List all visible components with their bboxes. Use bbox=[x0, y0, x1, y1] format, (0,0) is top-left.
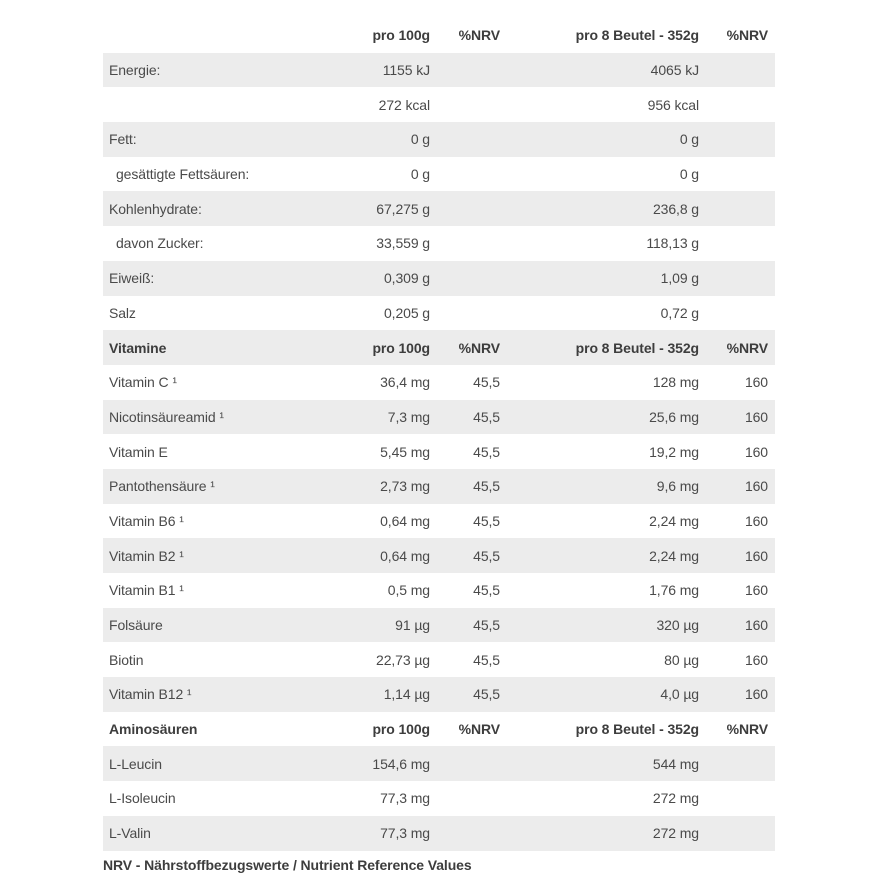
row-label: L-Valin bbox=[109, 825, 151, 842]
value-per-serving: 0,72 g bbox=[660, 304, 699, 321]
row-label: Fett: bbox=[109, 131, 137, 148]
value-per-100g: 67,275 g bbox=[376, 200, 430, 217]
value-nrv-per-100g: 45,5 bbox=[473, 512, 500, 529]
value-nrv-per-100g: %NRV bbox=[458, 27, 500, 44]
row-label: Vitamin B6 ¹ bbox=[109, 512, 184, 529]
value-nrv-per-serving: 160 bbox=[744, 478, 768, 495]
nrv-footnote: NRV - Nährstoffbezugswerte / Nutrient Reference Values bbox=[103, 856, 472, 873]
table-row bbox=[103, 469, 775, 504]
table-row bbox=[103, 87, 775, 122]
column-header-row bbox=[103, 18, 775, 53]
row-label: Vitamin C ¹ bbox=[109, 374, 177, 391]
row-label: gesättigte Fettsäuren: bbox=[116, 166, 250, 183]
value-nrv-per-serving: 160 bbox=[744, 408, 768, 425]
value-per-100g: 22,73 µg bbox=[376, 651, 430, 668]
value-nrv-per-serving: 160 bbox=[744, 686, 768, 703]
value-per-serving: 19,2 mg bbox=[649, 443, 699, 460]
table-row bbox=[103, 642, 775, 677]
value-per-100g: 91 µg bbox=[395, 617, 430, 634]
value-per-100g: 5,45 mg bbox=[380, 443, 430, 460]
row-label: Salz bbox=[109, 304, 136, 321]
value-per-100g: 272 kcal bbox=[378, 96, 430, 113]
table-row bbox=[103, 434, 775, 469]
value-per-100g: 1155 kJ bbox=[382, 62, 430, 79]
row-label: Nicotinsäureamid ¹ bbox=[109, 408, 224, 425]
value-nrv-per-serving: %NRV bbox=[726, 721, 768, 738]
value-nrv-per-100g: 45,5 bbox=[473, 617, 500, 634]
value-per-serving: 128 mg bbox=[652, 374, 699, 391]
nutrition-table bbox=[103, 18, 775, 851]
table-row bbox=[103, 261, 775, 296]
value-per-100g: 77,3 mg bbox=[380, 825, 430, 842]
value-per-serving: 80 µg bbox=[664, 651, 699, 668]
value-per-serving: 236,8 g bbox=[652, 200, 699, 217]
value-per-serving: pro 8 Beutel - 352g bbox=[575, 339, 699, 356]
row-label: Vitamin B2 ¹ bbox=[109, 547, 184, 564]
value-per-100g: pro 100g bbox=[372, 721, 430, 738]
value-nrv-per-serving: 160 bbox=[744, 512, 768, 529]
table-row bbox=[103, 53, 775, 88]
row-label: L-Isoleucin bbox=[109, 790, 176, 807]
table-row bbox=[103, 400, 775, 435]
value-per-serving: 956 kcal bbox=[647, 96, 699, 113]
table-row bbox=[103, 122, 775, 157]
value-per-100g: 77,3 mg bbox=[380, 790, 430, 807]
row-label: Aminosäuren bbox=[109, 721, 198, 738]
table-row bbox=[103, 296, 775, 331]
value-per-100g: 33,559 g bbox=[376, 235, 430, 252]
table-row bbox=[103, 504, 775, 539]
value-per-100g: pro 100g bbox=[372, 27, 430, 44]
value-nrv-per-serving: 160 bbox=[744, 443, 768, 460]
table-row bbox=[103, 573, 775, 608]
value-per-serving: 1,76 mg bbox=[649, 582, 699, 599]
value-per-serving: 118,13 g bbox=[646, 235, 699, 252]
value-per-100g: 0,309 g bbox=[383, 270, 430, 287]
value-per-100g: 0,5 mg bbox=[387, 582, 430, 599]
value-per-serving: 9,6 mg bbox=[656, 478, 699, 495]
row-label: Vitamin E bbox=[109, 443, 168, 460]
value-nrv-per-100g: 45,5 bbox=[473, 374, 500, 391]
value-per-100g: 7,3 mg bbox=[387, 408, 430, 425]
value-per-serving: 272 mg bbox=[652, 790, 699, 807]
row-label: Vitamine bbox=[109, 339, 167, 356]
value-nrv-per-serving: %NRV bbox=[726, 27, 768, 44]
value-per-serving: 272 mg bbox=[652, 825, 699, 842]
value-per-serving: 4065 kJ bbox=[650, 62, 699, 79]
value-nrv-per-100g: 45,5 bbox=[473, 582, 500, 599]
row-label: Vitamin B1 ¹ bbox=[109, 582, 184, 599]
row-label: L-Leucin bbox=[109, 755, 162, 772]
row-label: Biotin bbox=[109, 651, 144, 668]
value-nrv-per-serving: 160 bbox=[744, 582, 768, 599]
table-row bbox=[103, 677, 775, 712]
table-row bbox=[103, 226, 775, 261]
value-per-100g: 0 g bbox=[410, 131, 430, 148]
value-per-serving: 320 µg bbox=[656, 617, 699, 634]
value-per-100g: 0,64 mg bbox=[380, 512, 430, 529]
value-per-serving: 1,09 g bbox=[660, 270, 699, 287]
table-row bbox=[103, 538, 775, 573]
row-label: Vitamin B12 ¹ bbox=[109, 686, 192, 703]
section-header-row bbox=[103, 712, 775, 747]
value-per-serving: pro 8 Beutel - 352g bbox=[575, 721, 699, 738]
value-nrv-per-100g: %NRV bbox=[458, 339, 500, 356]
value-nrv-per-100g: 45,5 bbox=[473, 547, 500, 564]
table-row bbox=[103, 746, 775, 781]
row-label: Kohlenhydrate: bbox=[109, 200, 202, 217]
value-nrv-per-serving: 160 bbox=[744, 374, 768, 391]
table-row bbox=[103, 157, 775, 192]
value-per-serving: 4,0 µg bbox=[660, 686, 699, 703]
value-per-100g: 154,6 mg bbox=[372, 755, 430, 772]
value-per-serving: 0 g bbox=[679, 131, 699, 148]
value-per-100g: 2,73 mg bbox=[380, 478, 430, 495]
table-row bbox=[103, 781, 775, 816]
value-per-100g: 36,4 mg bbox=[380, 374, 430, 391]
table-row bbox=[103, 365, 775, 400]
table-row bbox=[103, 191, 775, 226]
value-nrv-per-100g: 45,5 bbox=[473, 443, 500, 460]
row-label: Pantothensäure ¹ bbox=[109, 478, 215, 495]
value-per-100g: pro 100g bbox=[372, 339, 430, 356]
table-row bbox=[103, 816, 775, 851]
value-nrv-per-100g: 45,5 bbox=[473, 651, 500, 668]
value-per-100g: 1,14 µg bbox=[383, 686, 430, 703]
value-per-serving: 25,6 mg bbox=[649, 408, 699, 425]
value-per-serving: 2,24 mg bbox=[649, 547, 699, 564]
value-nrv-per-serving: 160 bbox=[744, 617, 768, 634]
section-header-row bbox=[103, 330, 775, 365]
value-nrv-per-100g: 45,5 bbox=[473, 686, 500, 703]
row-label: davon Zucker: bbox=[116, 235, 204, 252]
value-nrv-per-100g: 45,5 bbox=[473, 408, 500, 425]
value-nrv-per-100g: 45,5 bbox=[473, 478, 500, 495]
value-nrv-per-100g: %NRV bbox=[458, 721, 500, 738]
row-label: Eiweiß: bbox=[109, 270, 155, 287]
value-per-100g: 0 g bbox=[410, 166, 430, 183]
value-per-serving: 544 mg bbox=[652, 755, 699, 772]
value-per-serving: 0 g bbox=[679, 166, 699, 183]
value-per-100g: 0,64 mg bbox=[380, 547, 430, 564]
value-nrv-per-serving: 160 bbox=[744, 547, 768, 564]
value-nrv-per-serving: 160 bbox=[744, 651, 768, 668]
value-per-serving: 2,24 mg bbox=[649, 512, 699, 529]
row-label: Energie: bbox=[109, 62, 161, 79]
table-row bbox=[103, 608, 775, 643]
row-label: Folsäure bbox=[109, 617, 163, 634]
value-per-serving: pro 8 Beutel - 352g bbox=[575, 27, 699, 44]
value-nrv-per-serving: %NRV bbox=[726, 339, 768, 356]
value-per-100g: 0,205 g bbox=[383, 304, 430, 321]
